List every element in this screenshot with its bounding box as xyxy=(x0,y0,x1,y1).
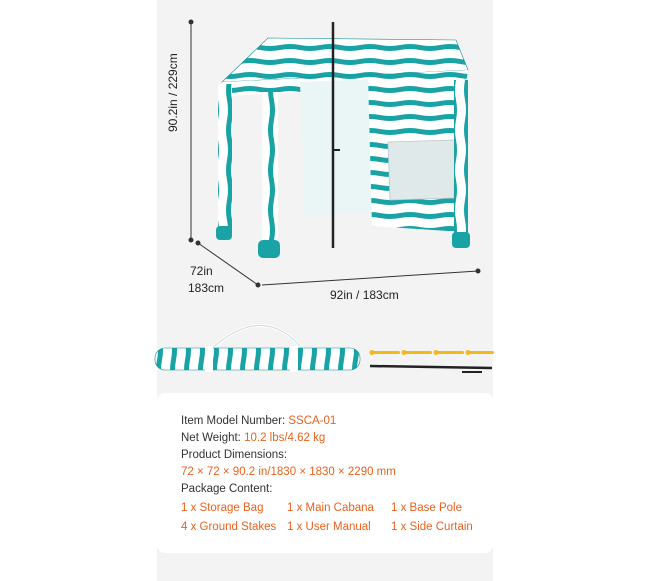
package-item: 1 x Side Curtain xyxy=(391,521,473,533)
model-label: Item Model Number: xyxy=(181,415,289,427)
height-dimension-line xyxy=(189,20,193,242)
dimensions-label: Product Dimensions: xyxy=(181,449,288,461)
package-label: Package Content: xyxy=(181,483,273,495)
width-label: 92in / 183cm xyxy=(330,288,399,302)
model-line xyxy=(181,413,493,430)
weight-line xyxy=(181,430,493,447)
depth-label-cm: 183cm xyxy=(188,281,225,295)
base-pole-illustration xyxy=(370,366,492,372)
package-item: 1 x User Manual xyxy=(287,521,371,533)
height-label: 90.2in / 229cm xyxy=(166,53,180,132)
package-item: 1 x Main Cabana xyxy=(287,502,374,514)
package-item: 1 x Storage Bag xyxy=(181,502,264,514)
width-dimension-line xyxy=(262,269,480,285)
weight-label: Net Weight: xyxy=(181,432,245,444)
package-content-list xyxy=(181,500,493,536)
ground-stakes-illustration xyxy=(370,350,495,355)
package-item: 1 x Base Pole xyxy=(391,502,462,514)
cabana-illustration xyxy=(216,22,470,258)
package-item: 4 x Ground Stakes xyxy=(181,521,277,533)
depth-label-in: 72in xyxy=(190,264,213,278)
weight-value: 10.2 lbs/4.62 kg xyxy=(244,432,326,444)
specifications-card xyxy=(157,393,493,553)
storage-bag-illustration xyxy=(155,325,360,372)
model-value: SSCA-01 xyxy=(288,415,337,427)
dimensions-value: 72 × 72 × 90.2 in/1830 × 1830 × 2290 mm xyxy=(181,466,396,478)
